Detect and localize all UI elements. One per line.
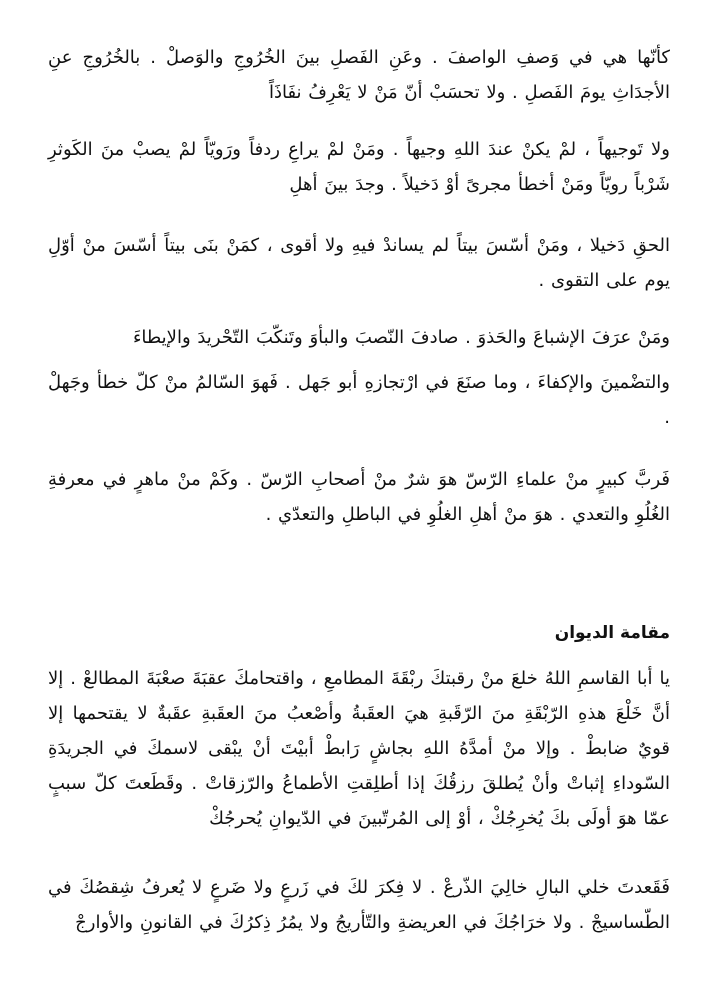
paragraph-2: ولا تَوجيهاً ، لمْ يكنْ عندَ اللهِ وجيهاً . ومَنْ لمْ يراعِ ردفاً ورَويّاً لمْ يصبْ منَ الكَوثرِ شَرْباً رويّاً ومَنْ أخطأ مجرىً أوْ دَخيلاً . وجدَ بينَ أهلِ	[48, 139, 670, 195]
paragraph-4: ومَنْ عرَفَ الإشباعَ والحَذوَ . صادفَ النّصبَ والبأوَ وتَنكّبَ التّحْريدَ والإيطاءَ	[132, 327, 670, 348]
section-paragraph-2: فَقَعدتَ خلي البالِ خالِيَ الذّرعْ . لا فِكرَ لكَ في زَرعٍ ولا ضَرعٍ لا يُعرفُ شِقصُكَ في الطّساسيجْ . ولا خرَاجُكَ في العريضةِ والتّأريجُ ولا يمُرُ ذِكرُكَ في القانونِ والأوارجْ	[48, 877, 670, 933]
paragraph-6: فَربَّ كبيرٍ منْ علماءِ الرّسّ هوَ شرٌ منْ أصحابِ الرّسّ . وكَمْ منْ ماهرٍ في معرفةِ الغُلُوِ والتعدي . هوَ منْ أهلِ الغلُوِ في الباطلِ والتعدّي .	[48, 469, 670, 525]
paragraph-5: والتضْمينَ والإكفاءَ ، وما صنَعَ في ارْتجازهِ أبو جَهل . فَهوَ السّالمُ منْ كلّ خطأ وجَهلْ .	[48, 372, 670, 428]
section-heading: مقامة الديوان	[554, 623, 670, 643]
paragraph-3: الحقِ دَخيلا ، ومَنْ أسّسَ بيتاً لم يساندْ فيهِ ولا أقوى ، كمَنْ بنَى بيتاً أسّسَ منْ أوّلِ يوم على التقوى .	[48, 235, 670, 291]
section-paragraph-1: يا أبا القاسمِ اللهُ خلعَ منْ رقبتكَ ربْقَةَ المطامعِ ، واقتحامكَ عقبَةَ صعْبَةَ المطالعْ . إلا أنَّ خَلْعَ هذهِ الرّبْقَةِ منَ الرّقَبةِ هيَ العقَبةُ وأصْعبُ منَ العقَبةِ عقَبةٌ لا يقتحمها إلا قويٌ ضابطْ . وإلا منْ أمدَّهُ اللهِ بجاشٍ رَابطْ أبيْتَ أنْ يبْقى لاسمكَ في الجريدَةِ السّوداءِ إثباتْ وأنْ يُطلقَ رزقُكَ إذا أطلِقتِ الأطماعُ والرّزقاتْ . وقَطَعتَ كلّ سببٍ عمّا هوَ أولَى بكَ يُخرِجُكْ ، أوْ إلى المُرتّبينَ في الدّيوانِ يُحرجُكْ	[48, 668, 670, 829]
paragraph-1: كأنّها هي في وَصفِ الواصفَ . وعَنِ الفَصلِ بينَ الخُرُوجِ والوَصلْ . بالخُرُوجِ عنِ الأجدَاثِ يومَ الفَصلِ . ولا تحسَبْ أنّ مَنْ لا يَعْرِفُ نفَاذَاً	[48, 47, 670, 103]
